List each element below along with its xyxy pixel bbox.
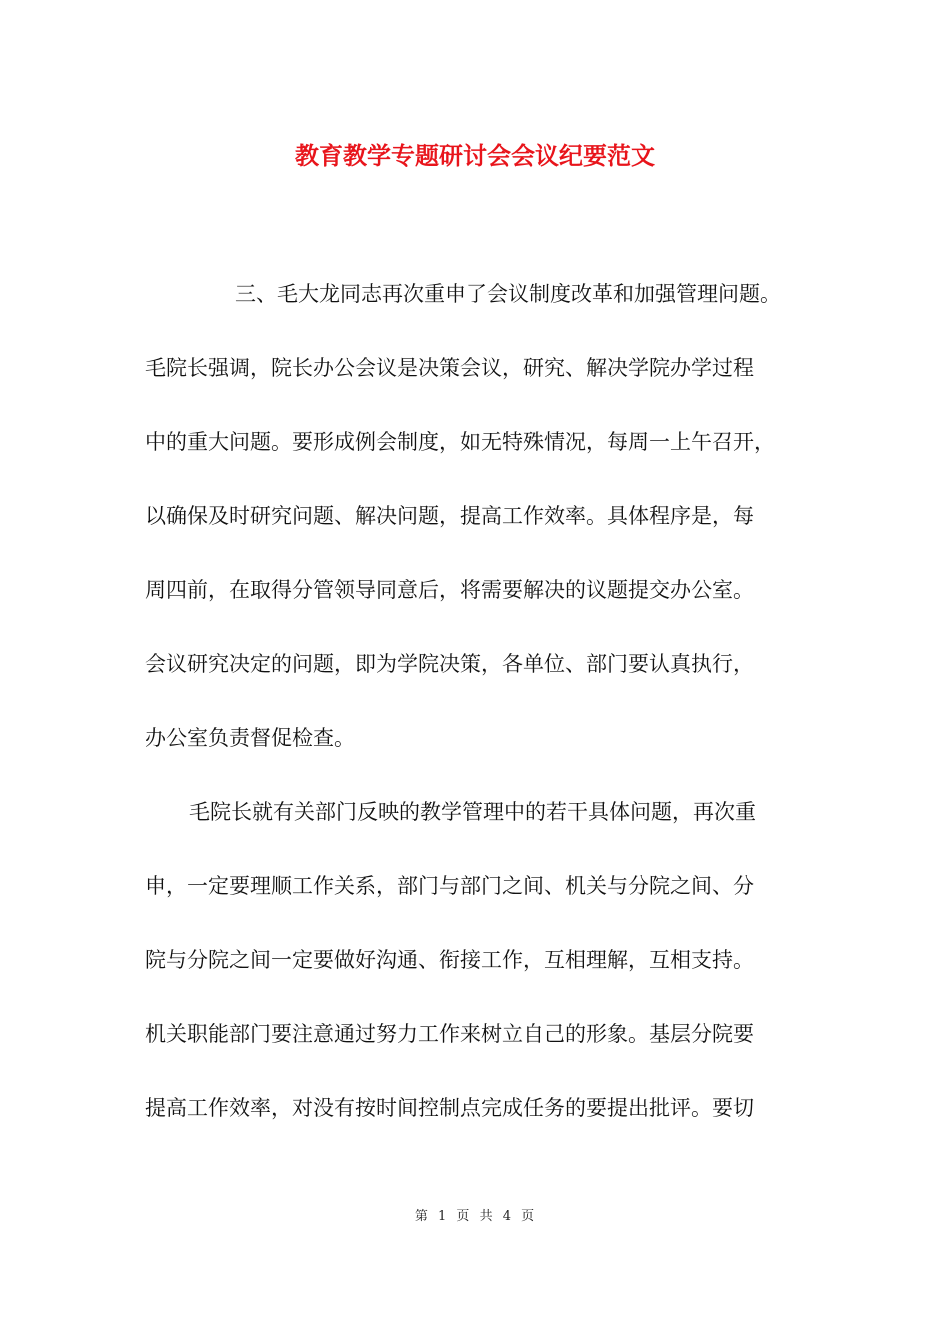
paragraph-line: 申，一定要理顺工作关系，部门与部门之间、机关与分院之间、分 (145, 874, 754, 898)
paragraph-line: 提高工作效率，对没有按时间控制点完成任务的要提出批评。要切 (145, 1096, 754, 1120)
footer-prefix: 第 (414, 1209, 429, 1224)
footer-current-page: 1 (437, 1209, 448, 1224)
document-title: 教育教学专题研讨会会议纪要范文 (295, 141, 655, 170)
footer-total-word: 共 (479, 1209, 494, 1224)
footer-suffix: 页 (521, 1209, 536, 1224)
paragraph-line: 中的重大问题。要形成例会制度，如无特殊情况，每周一上午召开， (145, 430, 775, 454)
page-footer (0, 1205, 950, 1229)
paragraph-line: 毛院长强调，院长办公会议是决策会议，研究、解决学院办学过程 (145, 356, 754, 380)
paragraph-line: 以确保及时研究问题、解决问题，提高工作效率。具体程序是，每 (145, 504, 754, 528)
paragraph-line: 办公室负责督促检查。 (145, 726, 355, 750)
paragraph-line: 机关职能部门要注意通过努力工作来树立自己的形象。基层分院要 (145, 1022, 754, 1046)
paragraph-line: 院与分院之间一定要做好沟通、衔接工作，互相理解，互相支持。 (145, 948, 754, 972)
footer-total-pages: 4 (502, 1209, 512, 1224)
paragraph-line: 毛院长就有关部门反映的教学管理中的若干具体问题，再次重 (189, 800, 756, 824)
paragraph-line: 周四前，在取得分管领导同意后，将需要解决的议题提交办公室。 (145, 578, 754, 602)
document-body (145, 274, 813, 1162)
footer-page-word: 页 (456, 1209, 471, 1224)
paragraph-line: 三、毛大龙同志再次重申了会议制度改革和加强管理问题。 (235, 282, 781, 306)
paragraph-line: 会议研究决定的问题，即为学院决策，各单位、部门要认真执行， (145, 652, 754, 676)
